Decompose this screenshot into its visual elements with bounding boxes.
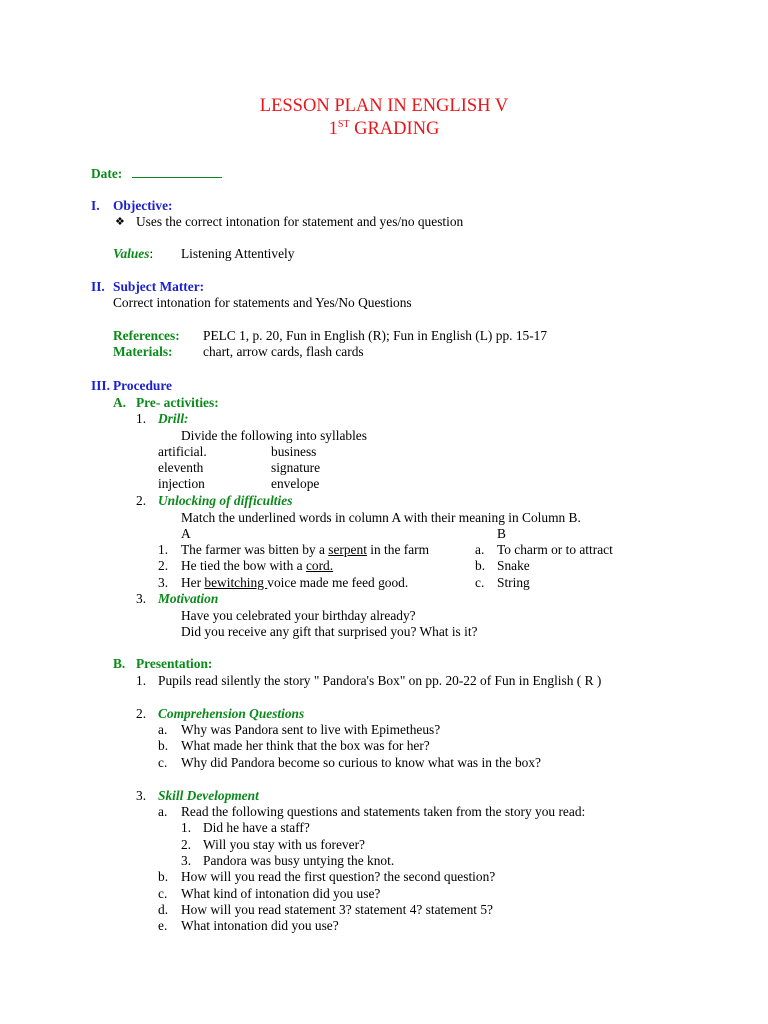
date-blank-line [132, 165, 222, 178]
drill-word: envelope [271, 476, 320, 491]
drill-word: injection [158, 476, 205, 491]
materials-label: Materials: [113, 344, 173, 359]
date-label: Date: [91, 166, 123, 181]
title-line-2 [0, 118, 768, 140]
subject-text: Correct intonation for statements and Yes/No Questions [113, 295, 412, 310]
references-label: References: [113, 328, 180, 343]
match-item-text [181, 542, 429, 558]
underlined-word: serpent [328, 542, 367, 557]
motivation-question: Did you receive any gift that surprised you? What is it? [181, 624, 478, 639]
comprehension-heading: Comprehension Questions [158, 706, 305, 721]
underlined-word: bewitching [204, 575, 268, 590]
skill-sub-number: 1. [181, 820, 192, 835]
comprehension-letter: a. [158, 722, 168, 737]
column-a-label: A [181, 526, 191, 541]
comprehension-question: Why did Pandora become so curious to know what was in the box? [181, 755, 541, 770]
skill-number: 3. [136, 788, 147, 803]
values-text: Listening Attentively [181, 246, 295, 261]
section-subject-heading: Subject Matter: [113, 279, 205, 294]
materials-text: chart, arrow cards, flash cards [203, 344, 364, 359]
match-meaning-text: String [497, 575, 530, 590]
skill-text: How will you read the first question? the second question? [181, 869, 496, 884]
skill-heading: Skill Development [158, 788, 259, 803]
grading-text: GRADING [349, 119, 440, 139]
skill-sub-number: 2. [181, 837, 192, 852]
motivation-number: 3. [136, 591, 147, 606]
date-field [91, 165, 222, 182]
drill-word: artificial. [158, 444, 207, 459]
skill-letter: a. [158, 804, 168, 819]
match-item-number: 2. [158, 558, 169, 573]
pre-activities-letter: A. [113, 395, 127, 410]
skill-text: What intonation did you use? [181, 918, 339, 933]
grading-number: 1 [328, 119, 338, 139]
match-text-post: in the farm [366, 542, 430, 557]
title-line-1: LESSON PLAN IN ENGLISH V [259, 96, 509, 116]
comprehension-question: Why was Pandora sent to live with Epimetheus? [181, 722, 441, 737]
section-subject-number: II. [91, 279, 105, 294]
references-text: PELC 1, p. 20, Fun in English (R); Fun in English (L) pp. 15-17 [203, 328, 548, 343]
drill-word: signature [271, 460, 321, 475]
presentation-item-text: Pupils read silently the story " Pandora's Box" on pp. 20-22 of Fun in English ( R ) [158, 673, 602, 688]
values-word: Values [113, 246, 150, 261]
skill-letter: c. [158, 886, 168, 901]
pre-activities-heading: Pre- activities: [136, 395, 219, 410]
comprehension-question: What made her think that the box was for her? [181, 738, 430, 753]
match-meaning-text: Snake [497, 558, 530, 573]
motivation-question: Have you celebrated your birthday already? [181, 608, 416, 623]
motivation-heading: Motivation [158, 591, 219, 606]
drill-number: 1. [136, 411, 147, 426]
match-item-number: 1. [158, 542, 169, 557]
skill-letter: d. [158, 902, 169, 917]
match-meaning-letter: b. [475, 558, 486, 573]
match-text-pre: Her [181, 575, 205, 590]
skill-sub-text: Did he have a staff? [203, 820, 310, 835]
grading-superscript: ST [337, 118, 350, 130]
values-label [113, 246, 153, 262]
match-text-pre: The farmer was bitten by a [181, 542, 329, 557]
drill-instruction: Divide the following into syllables [181, 428, 367, 443]
section-procedure-heading: Procedure [113, 378, 173, 393]
drill-word: business [271, 444, 317, 459]
diamond-bullet-icon: ❖ [115, 216, 125, 228]
section-objective-number: I. [91, 198, 100, 213]
skill-sub-text: Will you stay with us forever? [203, 837, 365, 852]
drill-word: eleventh [158, 460, 204, 475]
values-colon: : [149, 246, 154, 261]
column-b-label: B [497, 526, 506, 541]
skill-letter: b. [158, 869, 169, 884]
presentation-letter: B. [113, 656, 126, 671]
match-item-text [181, 558, 333, 574]
match-meaning-letter: a. [475, 542, 485, 557]
skill-sub-number: 3. [181, 853, 192, 868]
unlocking-number: 2. [136, 493, 147, 508]
presentation-item-number: 1. [136, 673, 147, 688]
match-meaning-text: To charm or to attract [497, 542, 613, 557]
comprehension-letter: c. [158, 755, 168, 770]
match-meaning-letter: c. [475, 575, 485, 590]
section-procedure-number: III. [91, 378, 110, 393]
presentation-heading: Presentation: [136, 656, 213, 671]
match-item-text [181, 575, 408, 591]
match-item-number: 3. [158, 575, 169, 590]
skill-letter: e. [158, 918, 168, 933]
comprehension-letter: b. [158, 738, 169, 753]
skill-text: Read the following questions and statements taken from the story you read: [181, 804, 586, 819]
comprehension-number: 2. [136, 706, 147, 721]
match-text-post: voice made me feed good. [267, 575, 409, 590]
skill-text: How will you read statement 3? statement 4? statement 5? [181, 902, 493, 917]
section-objective-heading: Objective: [113, 198, 173, 213]
match-text-pre: He tied the bow with a [181, 558, 306, 573]
drill-heading: Drill: [158, 411, 189, 426]
skill-text: What kind of intonation did you use? [181, 886, 381, 901]
skill-sub-text: Pandora was busy untying the knot. [203, 853, 395, 868]
unlocking-instruction: Match the underlined words in column A with their meaning in Column B. [181, 510, 581, 525]
unlocking-heading: Unlocking of difficulties [158, 493, 293, 508]
underlined-word: cord. [305, 558, 334, 573]
objective-text: Uses the correct intonation for statement and yes/no question [136, 214, 464, 229]
